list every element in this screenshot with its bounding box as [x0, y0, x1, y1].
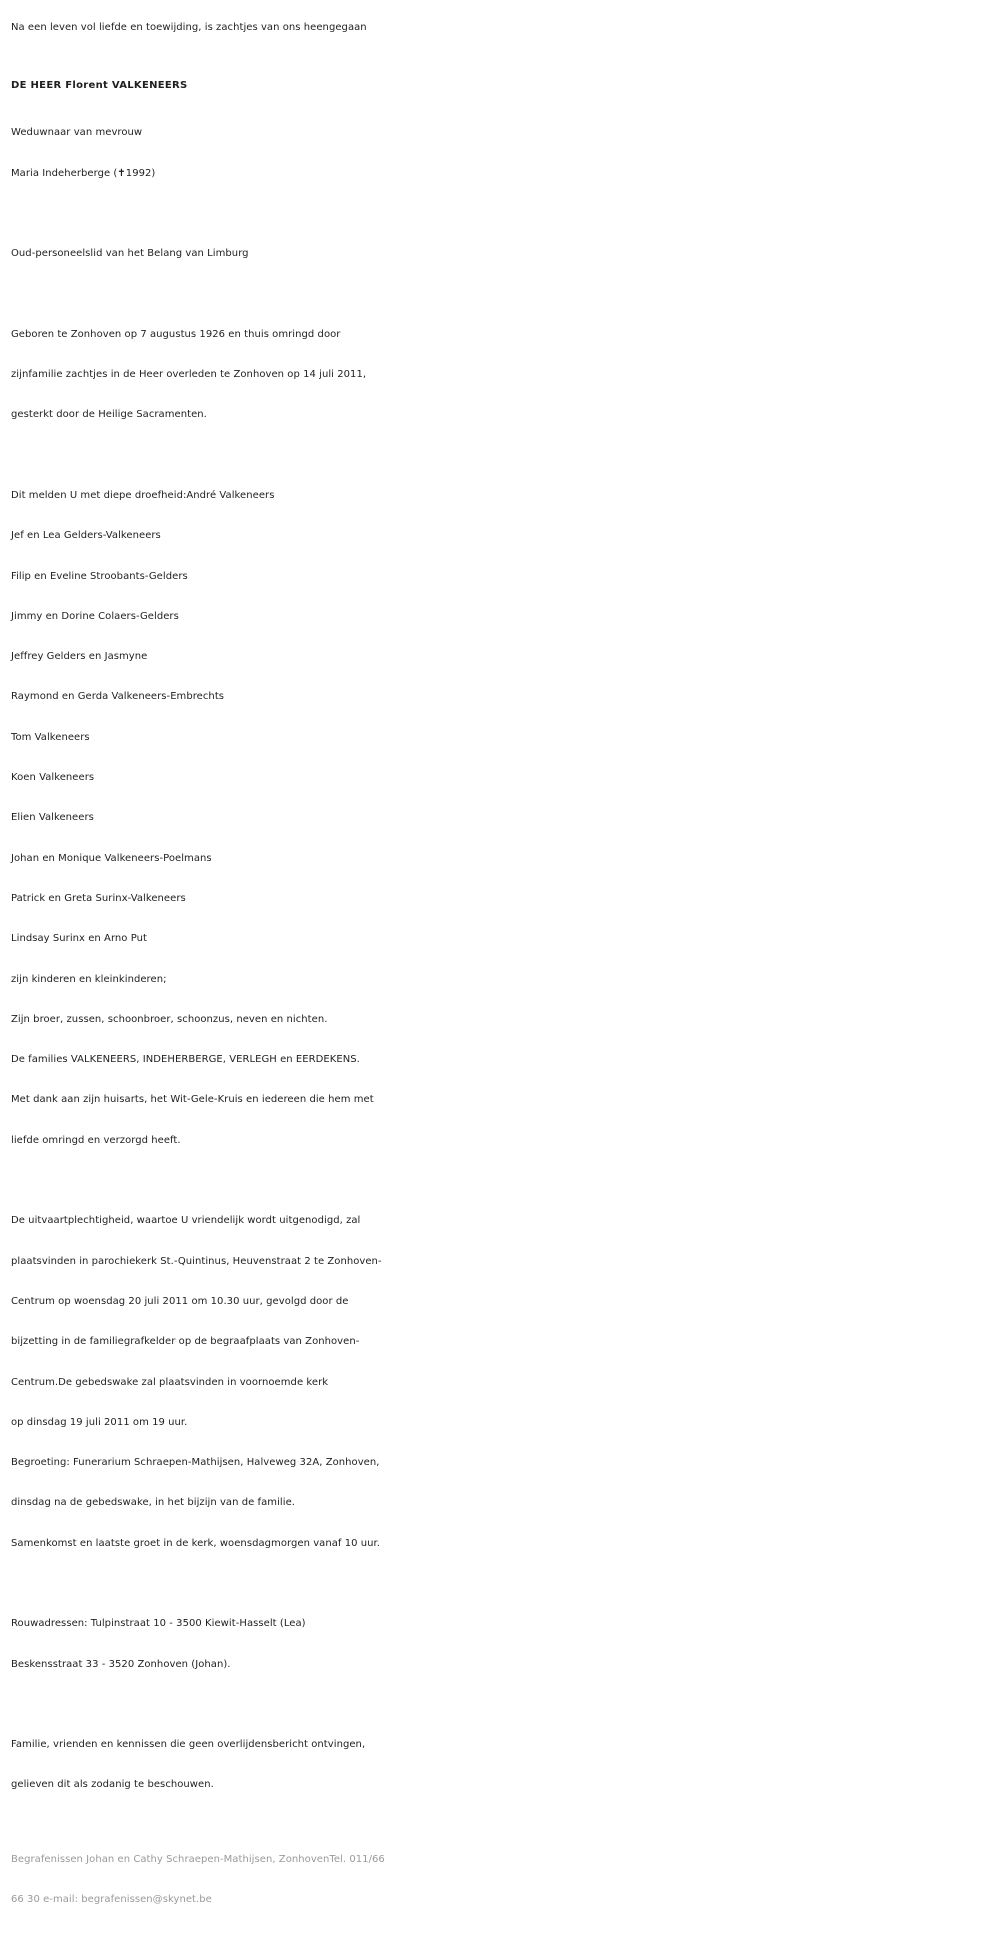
- spacer: [11, 1685, 995, 1725]
- paragraph-line: gelieven dit als zodanig te beschouwen.: [11, 1779, 214, 1791]
- paragraph-line: dinsdag na de gebedswake, in het bijzijn van de familie.: [11, 1497, 296, 1509]
- mourning-addresses: [11, 1604, 995, 1685]
- paragraph-line: plaatsvinden in parochiekerk St.-Quintinus, Heuvenstraat 2 te Zonhoven-: [11, 1255, 382, 1267]
- funeral-paragraph: [11, 1201, 995, 1564]
- birth-death-paragraph: [11, 315, 995, 436]
- paragraph-line: Familie, vrienden en kennissen die geen overlijdensbericht ontvingen,: [11, 1739, 366, 1751]
- family-line: Zijn broer, zussen, schoonbroer, schoonzus, neven en nichten.: [11, 1013, 328, 1025]
- paragraph-line: De uitvaartplechtigheid, waartoe U vriendelijk wordt uitgenodigd, zal: [11, 1215, 361, 1227]
- footer-line: Begrafenissen Johan en Cathy Schraepen-Mathijsen, ZonhovenTel. 011/66: [11, 1853, 385, 1865]
- family-line: Filip en Eveline Stroobants-Gelders: [11, 570, 188, 582]
- paragraph-line: Begroeting: Funerarium Schraepen-Mathijsen, Halveweg 32A, Zonhoven,: [11, 1457, 380, 1469]
- obituary-notice: [11, 8, 995, 1920]
- spouse-line-1: Weduwnaar van mevrouw: [11, 127, 143, 139]
- paragraph-line: Centrum.De gebedswake zal plaatsvinden in voornoemde kerk: [11, 1376, 329, 1388]
- spacer: [11, 274, 995, 314]
- spouse-line-2: Maria Indeherberge (✝1992): [11, 167, 156, 179]
- family-line: Dit melden U met diepe droefheid:André Valkeneers: [11, 489, 275, 501]
- family-line: Koen Valkeneers: [11, 772, 95, 784]
- family-line: De families VALKENEERS, INDEHERBERGE, VERLEGH en EERDEKENS.: [11, 1054, 360, 1066]
- deceased-name: DE HEER Florent VALKENEERS: [11, 80, 188, 92]
- family-list: [11, 476, 995, 1161]
- closing-paragraph: [11, 1725, 995, 1806]
- spacer: [11, 1564, 995, 1604]
- paragraph-line: op dinsdag 19 juli 2011 om 19 uur.: [11, 1416, 188, 1428]
- family-line: Lindsay Surinx en Arno Put: [11, 933, 147, 945]
- address-line: Beskensstraat 33 - 3520 Zonhoven (Johan).: [11, 1658, 231, 1670]
- spacer: [11, 1161, 995, 1201]
- address-line: Rouwadressen: Tulpinstraat 10 - 3500 Kiewit-Hasselt (Lea): [11, 1618, 306, 1630]
- spacer: [11, 1806, 995, 1840]
- paragraph-line: zijnfamilie zachtjes in de Heer overleden te Zonhoven op 14 juli 2011,: [11, 369, 367, 381]
- spacer: [11, 194, 995, 234]
- family-line: Elien Valkeneers: [11, 812, 94, 824]
- family-line: zijn kinderen en kleinkinderen;: [11, 973, 167, 985]
- family-line: liefde omringd en verzorgd heeft.: [11, 1134, 181, 1146]
- family-line: Jef en Lea Gelders-Valkeneers: [11, 530, 161, 542]
- spacer: [11, 436, 995, 476]
- family-line: Raymond en Gerda Valkeneers-Embrechts: [11, 691, 225, 703]
- paragraph-line: bijzetting in de familiegrafkelder op de begraafplaats van Zonhoven-: [11, 1336, 360, 1348]
- family-line: Tom Valkeneers: [11, 731, 90, 743]
- family-line: Jimmy en Dorine Colaers-Gelders: [11, 610, 179, 622]
- family-line: Met dank aan zijn huisarts, het Wit-Gele-Kruis en iedereen die hem met: [11, 1094, 374, 1106]
- intro-text: Na een leven vol liefde en toewijding, is zachtjes van ons heengegaan: [11, 22, 367, 33]
- undertaker-footer: [11, 1840, 995, 1921]
- paragraph-line: Samenkomst en laatste groet in de kerk, woensdagmorgen vanaf 10 uur.: [11, 1537, 381, 1549]
- occupation-text: Oud-personeelslid van het Belang van Limburg: [11, 248, 249, 260]
- family-line: Patrick en Greta Surinx-Valkeneers: [11, 892, 186, 904]
- family-line: Johan en Monique Valkeneers-Poelmans: [11, 852, 212, 864]
- paragraph-line: Geboren te Zonhoven op 7 augustus 1926 en thuis omringd door: [11, 328, 341, 340]
- family-line: Jeffrey Gelders en Jasmyne: [11, 651, 148, 663]
- footer-line: 66 30 e-mail: begrafenissen@skynet.be: [11, 1894, 212, 1906]
- paragraph-line: Centrum op woensdag 20 juli 2011 om 10.30 uur, gevolgd door de: [11, 1295, 349, 1307]
- paragraph-line: gesterkt door de Heilige Sacramenten.: [11, 409, 207, 421]
